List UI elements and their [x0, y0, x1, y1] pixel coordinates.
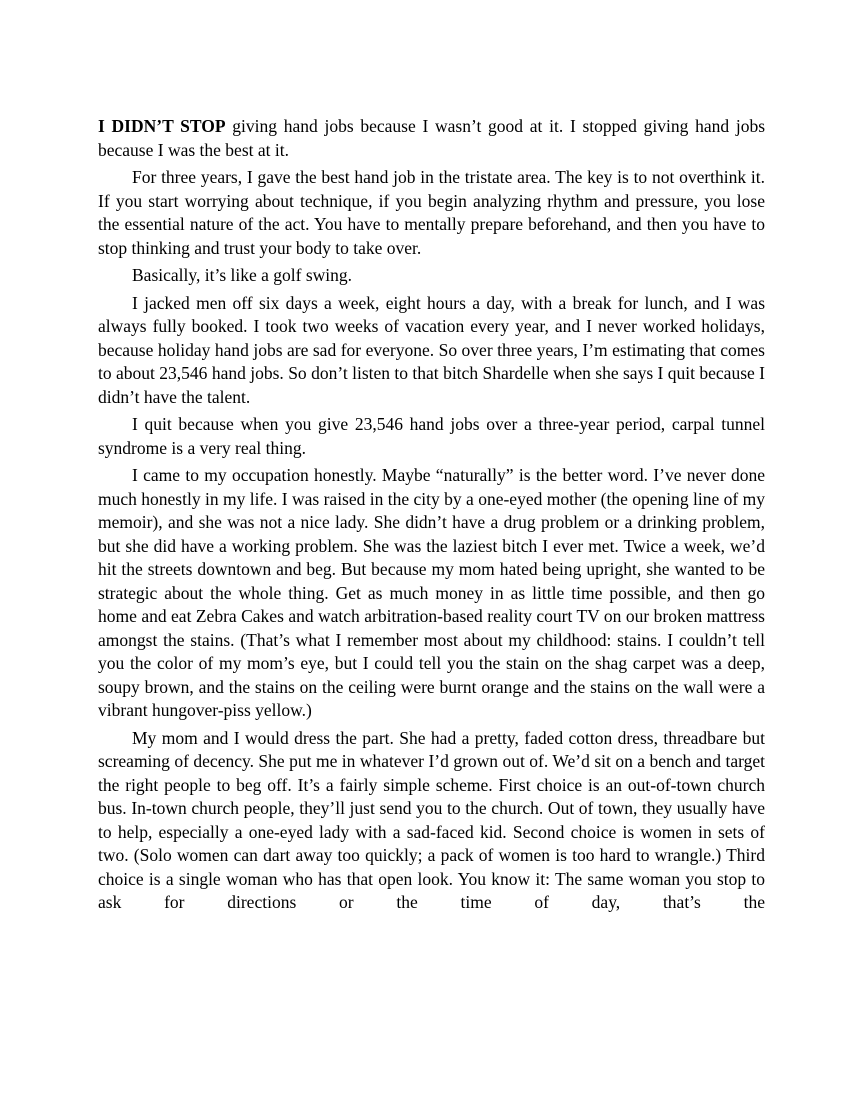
- paragraph-lead-bold: I DIDN’T STOP: [98, 116, 226, 136]
- paragraph: I quit because when you give 23,546 hand jobs over a three-year period, carpal tunnel syndrome is a very real thing.: [98, 414, 765, 458]
- paragraph-opening-text: giving hand jobs because I wasn’t good at it. I stopped giving hand jobs because I was the best at it.: [98, 116, 766, 160]
- body-text: [98, 115, 765, 919]
- paragraph-opening: [98, 115, 765, 162]
- paragraph: I jacked men off six days a week, eight hours a day, with a break for lunch, and I was always fully booked. I took two weeks of vacation every year, and I never worked holidays, because holiday hand jobs are sad for everyone. So over three years, I’m estimating that comes to about 23,546 hand jobs. So don’t listen to that bitch Shardelle when she says I quit because I didn’t have the talent.: [98, 292, 765, 407]
- paragraph: For three years, I gave the best hand job in the tristate area. The key is to not overthink it. If you start worrying about technique, if you begin analyzing rhythm and pressure, you lose the essential nature of the act. You have to mentally prepare beforehand, and then you have to stop thinking and trust your body to take over.: [98, 167, 765, 258]
- paragraph: Basically, it’s like a golf swing.: [132, 265, 353, 285]
- paragraph: I came to my occupation honestly. Maybe “naturally” is the better word. I’ve never done much honestly in my life. I was raised in the city by a one-eyed mother (the opening line of my memoir), and she was not a nice lady. She didn’t have a drug problem or a drinking problem, but she did have a working problem. She was the laziest bitch I ever met. Twice a week, we’d hit the streets downtown and beg. But because my mom hated being upright, she wanted to be strategic about the whole thing. Get as much money in as little time possible, and then go home and eat Zebra Cakes and watch arbitration-based reality court TV on our broken mattress amongst the stains. (That’s what I remember most about my childhood: stains. I couldn’t tell you the color of my mom’s eye, but I could tell you the stain on the shag carpet was a deep, soupy brown, and the stains on the ceiling were burnt orange and the stains on the wall were a vibrant hungover-piss yellow.): [98, 465, 765, 720]
- paragraph-cutoff: My mom and I would dress the part. She had a pretty, faded cotton dress, threadbare but screaming of decency. She put me in whatever I’d grown out of. We’d sit on a bench and target the right people to beg off. It’s a fairly simple scheme. First choice is an out-of-town church bus. In-town church people, they’ll just send you to the church. Out of town, they usually have to help, especially a one-eyed lady with a sad-faced kid. Second choice is women in sets of two. (Solo women can dart away too quickly; a pack of women is too hard to wrangle.) Third choice is a single woman who has that open look. You know it: The same woman you stop to ask for directions or the time of day, that’s the: [98, 727, 765, 912]
